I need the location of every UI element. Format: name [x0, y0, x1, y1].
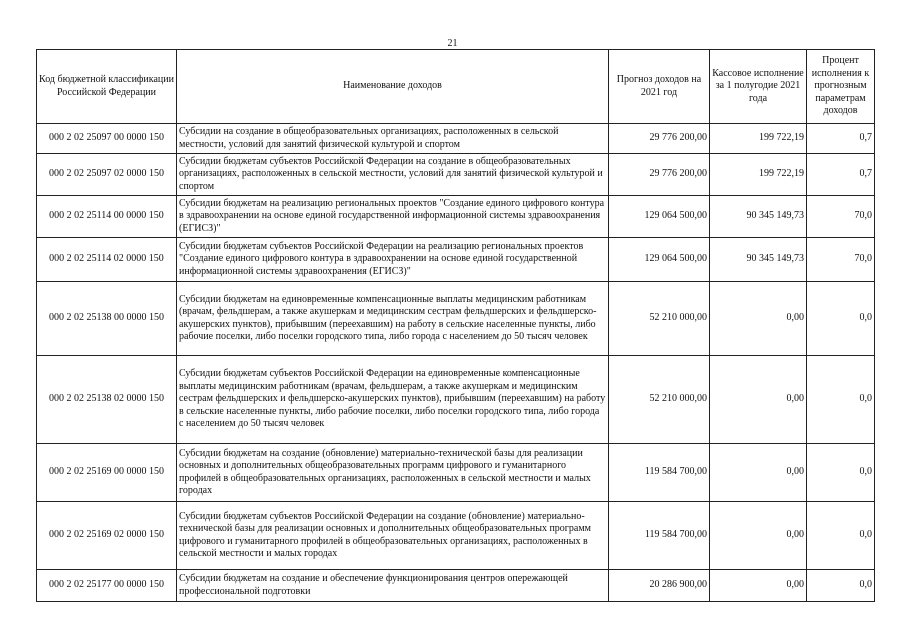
row-cash: 90 345 149,73: [710, 196, 807, 238]
row-forecast: 52 210 000,00: [609, 282, 710, 356]
row-name: Субсидии бюджетам субъектов Российской Федерации на единовременные компенсационные выплаты медицинским работникам (врачам, фельдшерам, а также акушеркам и медицинским сестрам фельдшерских и фельдшерско-акушерских пунктов), прибывшим (переехавшим) на работу в сельские населенные пункты, либо рабочие поселки, либо поселки городского типа, либо города с населением до 50 тысяч человек: [177, 356, 609, 444]
header-percent: Процент исполнения к прогнозным параметрам доходов: [807, 50, 875, 124]
row-percent: 70,0: [807, 238, 875, 282]
table-row: [37, 502, 875, 570]
row-forecast: 129 064 500,00: [609, 196, 710, 238]
table-row: [37, 196, 875, 238]
row-forecast: 20 286 900,00: [609, 570, 710, 602]
row-percent: 0,0: [807, 444, 875, 502]
row-code: 000 2 02 25097 00 0000 150: [37, 124, 177, 154]
row-cash: 0,00: [710, 570, 807, 602]
row-name: Субсидии бюджетам субъектов Российской Федерации на реализацию региональных проектов "Создание единого цифрового контура в здравоохранении на основе единой государственной информационной системы здравоохранения (ЕГИСЗ)": [177, 238, 609, 282]
table-row: [37, 124, 875, 154]
row-forecast: 119 584 700,00: [609, 444, 710, 502]
page-number: 21: [447, 38, 458, 49]
row-forecast: 29 776 200,00: [609, 124, 710, 154]
row-name: Субсидии бюджетам субъектов Российской Федерации на создание (обновление) материально-технической базы для реализации основных и дополнительных общеобразовательных программ цифрового и гуманитарного профилей в общеобразовательных организациях, расположенных в сельской местности и малых городах: [177, 502, 609, 570]
row-forecast: 119 584 700,00: [609, 502, 710, 570]
row-name: Субсидии бюджетам субъектов Российской Федерации на создание в общеобразовательных организациях, расположенных в сельской местности, условий для занятий физической культурой и спортом: [177, 154, 609, 196]
header-cash: Кассовое исполнение за 1 полугодие 2021 года: [710, 50, 807, 124]
row-code: 000 2 02 25169 00 0000 150: [37, 444, 177, 502]
row-forecast: 29 776 200,00: [609, 154, 710, 196]
row-code: 000 2 02 25138 02 0000 150: [37, 356, 177, 444]
row-cash: 0,00: [710, 356, 807, 444]
row-name: Субсидии бюджетам на единовременные компенсационные выплаты медицинским работникам (врачам, фельдшерам, а также акушеркам и медицинским сестрам фельдшерских и фельдшерско-акушерских пунктов), прибывшим (переехавшим) на работу в сельские населенные пункты, либо рабочие поселки, либо поселки городского типа, либо города с населением до 50 тысяч человек: [177, 282, 609, 356]
row-cash: 0,00: [710, 502, 807, 570]
row-code: 000 2 02 25169 02 0000 150: [37, 502, 177, 570]
table-row: [37, 570, 875, 602]
row-forecast: 129 064 500,00: [609, 238, 710, 282]
table-row: [37, 282, 875, 356]
row-cash: 0,00: [710, 282, 807, 356]
row-percent: 0,7: [807, 154, 875, 196]
table-row: [37, 154, 875, 196]
table-row: [37, 444, 875, 502]
row-percent: 0,0: [807, 356, 875, 444]
row-name: Субсидии на создание в общеобразовательных организациях, расположенных в сельской местности, условий для занятий физической культурой и спортом: [177, 124, 609, 154]
row-percent: 0,0: [807, 570, 875, 602]
row-percent: 0,7: [807, 124, 875, 154]
header-name: Наименование доходов: [177, 50, 609, 124]
table-row: [37, 238, 875, 282]
row-code: 000 2 02 25097 02 0000 150: [37, 154, 177, 196]
revenue-table: [36, 49, 875, 602]
row-code: 000 2 02 25138 00 0000 150: [37, 282, 177, 356]
row-forecast: 52 210 000,00: [609, 356, 710, 444]
row-code: 000 2 02 25114 00 0000 150: [37, 196, 177, 238]
row-code: 000 2 02 25177 00 0000 150: [37, 570, 177, 602]
row-name: Субсидии бюджетам на реализацию региональных проектов "Создание единого цифрового контура в здравоохранении на основе единой государственной информационной системы здравоохранения (ЕГИСЗ)": [177, 196, 609, 238]
row-cash: 199 722,19: [710, 154, 807, 196]
header-code: Код бюджетной классификации Российской Федерации: [37, 50, 177, 124]
row-cash: 90 345 149,73: [710, 238, 807, 282]
row-percent: 70,0: [807, 196, 875, 238]
header-forecast: Прогноз доходов на 2021 год: [609, 50, 710, 124]
row-cash: 0,00: [710, 444, 807, 502]
table-header-row: [37, 50, 875, 124]
row-code: 000 2 02 25114 02 0000 150: [37, 238, 177, 282]
row-cash: 199 722,19: [710, 124, 807, 154]
row-name: Субсидии бюджетам на создание и обеспечение функционирования центров опережающей профессиональной подготовки: [177, 570, 609, 602]
row-percent: 0,0: [807, 282, 875, 356]
table-row: [37, 356, 875, 444]
row-percent: 0,0: [807, 502, 875, 570]
row-name: Субсидии бюджетам на создание (обновление) материально-технической базы для реализации основных и дополнительных общеобразовательных программ цифрового и гуманитарного профилей в общеобразовательных организациях, расположенных в сельской местности и малых городах: [177, 444, 609, 502]
